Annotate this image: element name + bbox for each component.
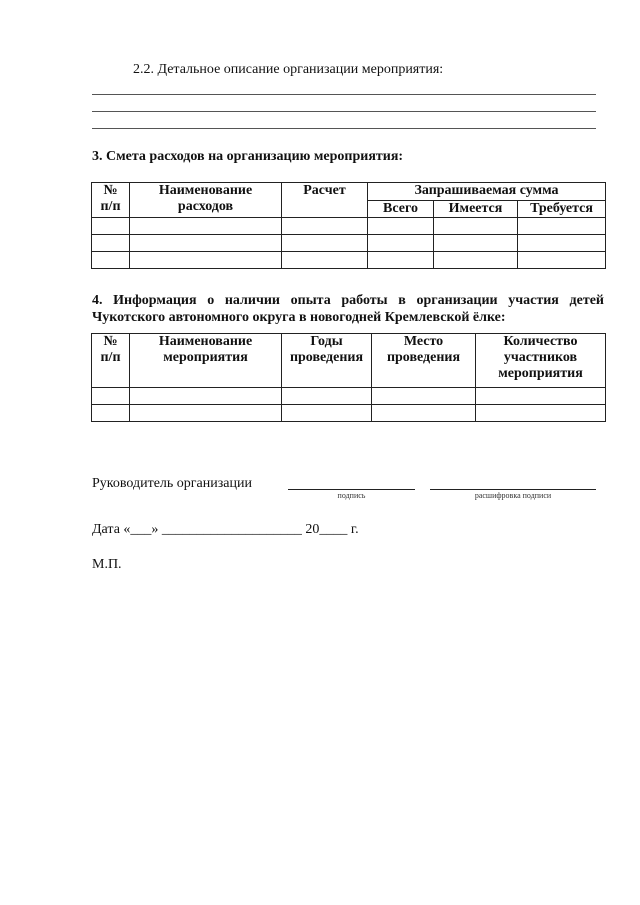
- signature-decode-line: [430, 489, 596, 490]
- table-row: [92, 218, 606, 235]
- header-event-name-line-1: Наименование: [158, 334, 253, 349]
- head-of-organization-label: Руководитель организации: [92, 476, 252, 491]
- experience-table: [91, 333, 606, 422]
- date-line: Дата «___» ____________________ 20____ г.: [92, 522, 359, 537]
- description-line-3: [92, 128, 596, 129]
- table-row: [92, 235, 606, 252]
- signature-decode-caption: расшифровка подписи: [474, 491, 552, 500]
- header-number-line-2: п/п: [100, 199, 121, 214]
- header-place-line-1: Место: [403, 334, 444, 349]
- header-expense-name-line-2: расходов: [177, 199, 234, 214]
- header-event-name: [130, 334, 282, 388]
- header-requested-sum: Запрашиваемая сумма: [368, 183, 606, 201]
- header-expense-name: [130, 183, 282, 218]
- header-participants-line-3: мероприятия: [498, 366, 583, 381]
- header-years: [282, 334, 372, 388]
- header-place: [372, 334, 476, 388]
- header-participants-line-1: Количество: [503, 334, 578, 349]
- header-participants-line-2: участников: [503, 350, 578, 365]
- section-4-heading: 4. Информация о наличии опыта работы в организации участия детей Чукотского автономного округа в новогодней Кремлевской ёлке:: [92, 293, 604, 325]
- description-line-1: [92, 94, 596, 95]
- header-total: Всего: [368, 201, 434, 218]
- expense-estimate-table: [91, 182, 606, 269]
- table-row: [92, 388, 606, 405]
- header-expense-name-line-1: Наименование: [158, 183, 253, 198]
- header-required: Требуется: [518, 201, 606, 218]
- header-number: [92, 183, 130, 218]
- header-number: [92, 334, 130, 388]
- table-row: [92, 405, 606, 422]
- signature-line: [288, 489, 415, 490]
- table-header-row: [92, 183, 606, 201]
- table-header-row: [92, 334, 606, 388]
- header-calculation: Расчет: [282, 183, 368, 218]
- header-available: Имеется: [434, 201, 518, 218]
- signature-caption: подпись: [337, 491, 366, 500]
- stamp-place-label: М.П.: [92, 557, 122, 572]
- header-event-name-line-2: мероприятия: [163, 350, 248, 365]
- header-place-line-2: проведения: [386, 350, 461, 365]
- header-participants: [476, 334, 606, 388]
- header-number-line-1: №: [103, 334, 118, 349]
- section-2-2-label: 2.2. Детальное описание организации мероприятия:: [133, 62, 444, 77]
- table-row: [92, 252, 606, 269]
- section-3-heading: 3. Смета расходов на организацию мероприятия:: [92, 149, 404, 164]
- header-years-line-2: проведения: [289, 350, 364, 365]
- header-number-line-2: п/п: [100, 350, 121, 365]
- header-number-line-1: №: [103, 183, 118, 198]
- header-years-line-1: Годы: [310, 334, 343, 349]
- description-line-2: [92, 111, 596, 112]
